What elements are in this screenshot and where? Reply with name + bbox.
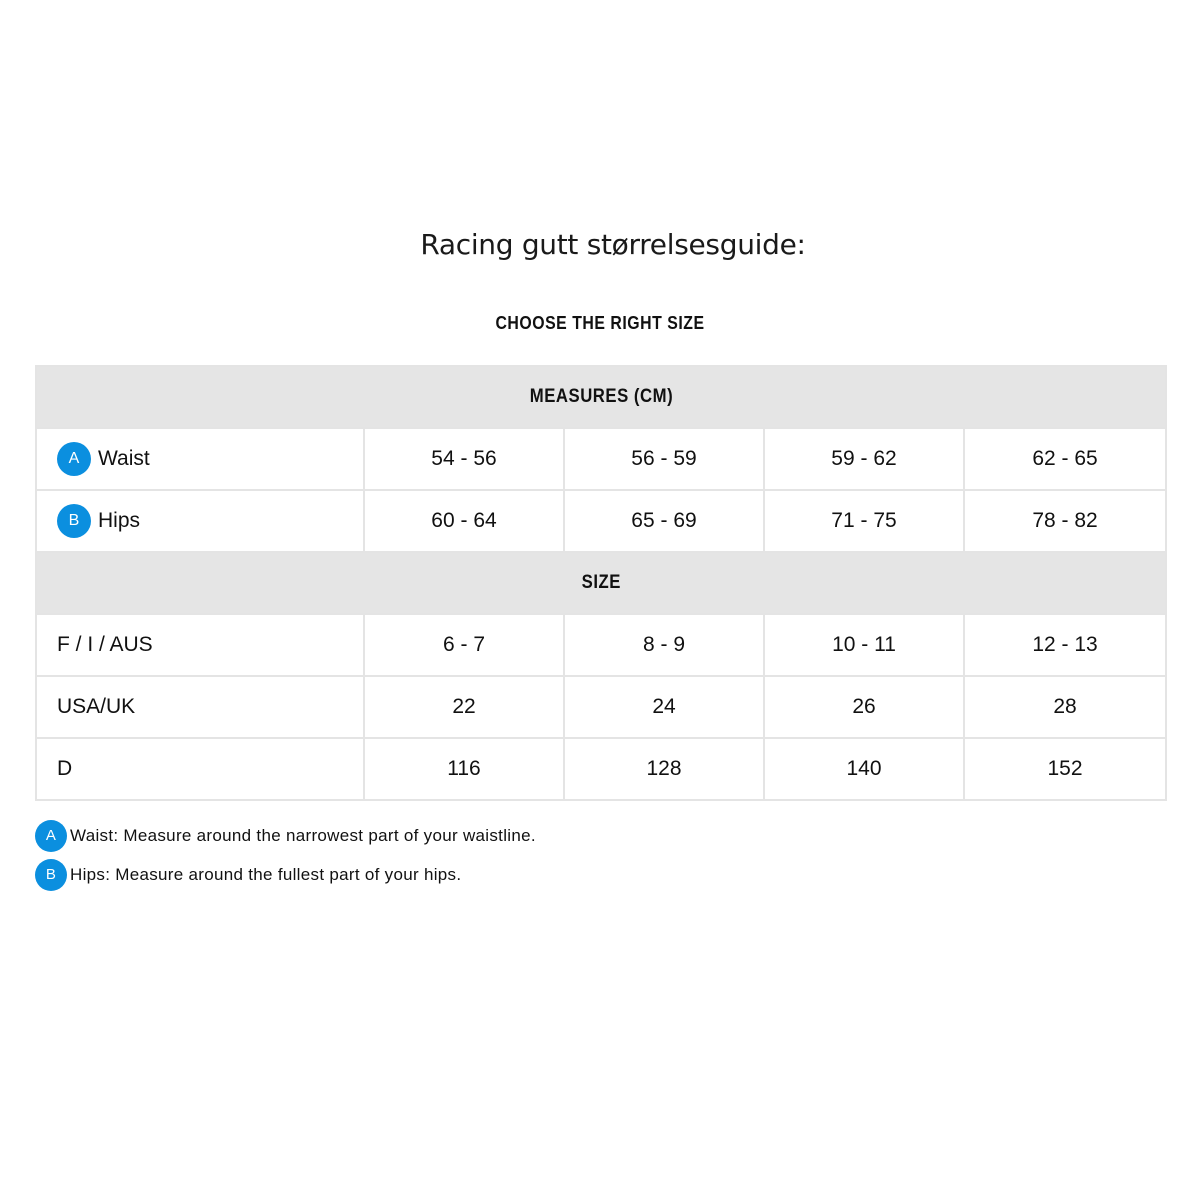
table-cell: 59 - 62 [764,428,964,490]
page-title: Racing gutt størrelsesguide: [420,228,806,261]
hips-note-text: Hips: Measure around the fullest part of your hips. [70,865,462,884]
waist-label: Waist [98,447,150,470]
table-row [36,738,1166,800]
hips-note-badge-icon: B [35,859,67,891]
hips-note [35,859,461,891]
table-cell: 152 [964,738,1166,800]
hips-badge-icon: B [57,504,91,538]
table-cell: 22 [364,676,564,738]
table-cell: 10 - 11 [764,614,964,676]
table-cell: 65 - 69 [564,490,764,552]
hips-label-cell [36,490,364,552]
table-cell: 6 - 7 [364,614,564,676]
table-cell: 12 - 13 [964,614,1166,676]
size-chart-table [35,365,1167,801]
table-cell: 8 - 9 [564,614,764,676]
table-cell: 116 [364,738,564,800]
table-cell: 56 - 59 [564,428,764,490]
size-header-label: SIZE [581,572,621,593]
measures-header-label: MEASURES (CM) [529,386,673,407]
table-cell: 78 - 82 [964,490,1166,552]
waist-note-text: Waist: Measure around the narrowest part of your waistline. [70,826,536,845]
table-cell: 128 [564,738,764,800]
table-cell: 60 - 64 [364,490,564,552]
hips-label: Hips [98,509,141,532]
table-row [36,428,1166,490]
table-cell: 28 [964,676,1166,738]
size-row-label: USA/UK [36,676,364,738]
size-row-label: F / I / AUS [36,614,364,676]
size-section-header [36,552,1166,614]
table-cell: 26 [764,676,964,738]
table-cell: 24 [564,676,764,738]
waist-label-cell [36,428,364,490]
waist-note [35,820,536,852]
waist-note-badge-icon: A [35,820,67,852]
size-row-label: D [36,738,364,800]
table-cell: 71 - 75 [764,490,964,552]
table-cell: 62 - 65 [964,428,1166,490]
table-row [36,490,1166,552]
table-cell: 140 [764,738,964,800]
table-row [36,676,1166,738]
table-cell: 54 - 56 [364,428,564,490]
table-row [36,614,1166,676]
page-subtitle: CHOOSE THE RIGHT SIZE [495,313,705,333]
measures-section-header [36,366,1166,428]
waist-badge-icon: A [57,442,91,476]
